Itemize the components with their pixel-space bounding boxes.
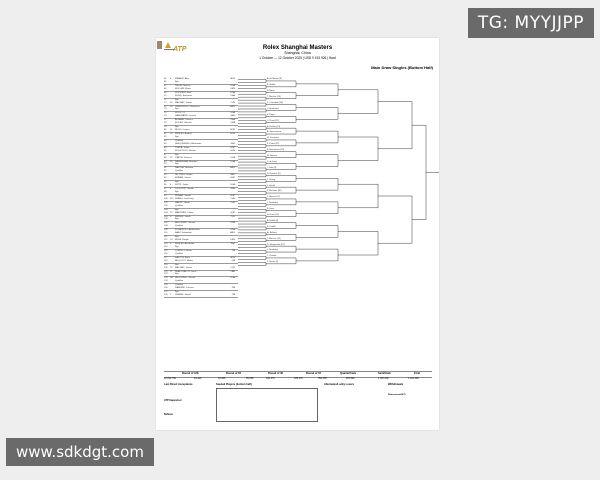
player-name: MUNAR, Jaume [175, 177, 191, 180]
round-header: Round of 64 [226, 372, 241, 375]
player-name: Bye [175, 291, 179, 294]
draw-position: 77 [164, 119, 167, 122]
draw-position: 72 [164, 101, 167, 104]
round2-winner-label: M. Bellucci [267, 231, 278, 234]
player-name: Bye [175, 80, 179, 83]
draw-position: 128 [164, 294, 168, 297]
round2-winner-label: M. Navone [267, 155, 278, 158]
seed: 19 [170, 266, 173, 269]
draw-position: 94 [164, 177, 167, 180]
draw-position: 103 [164, 208, 168, 211]
round2-winner-label: F. Tiafoe [22] [267, 143, 279, 146]
round2-winner-label: C. Ruud [11] [267, 119, 279, 122]
country-code: ARG [230, 105, 235, 108]
prize-money-value: 1 097 000 [378, 377, 389, 380]
draw-position: 105 [164, 215, 168, 218]
player-name: ROYER, Valentin [175, 122, 192, 125]
draw-position: 126 [164, 287, 168, 290]
seed: 11 [170, 129, 173, 132]
prize-money-value: 353 650 [318, 377, 327, 380]
prize-money-value: 31 350 [218, 377, 226, 380]
seed: 8 [170, 78, 172, 80]
seed: 14 [170, 239, 173, 242]
atp-supervisor-label: ATP Supervisor [164, 399, 182, 402]
player-name: KOVACEVIC, Aleksandar [175, 229, 200, 232]
seed: 9 [170, 243, 172, 245]
round2-winner-label: J. Brooksby [267, 202, 278, 205]
player-name: Bye [175, 108, 179, 111]
player-name: HANFMANN, Yannick [175, 115, 197, 118]
draw-position: 90 [164, 163, 167, 166]
player-name: OJEDA, Jaime [175, 146, 190, 149]
draw-section-title: Main Draw Singles (Bottom Half) [371, 65, 433, 70]
draw-position: 122 [164, 273, 168, 276]
country-code: KAZ [230, 142, 235, 145]
draw-position: 124 [164, 280, 168, 283]
country-code: CZE [230, 201, 235, 204]
draw-position: 79 [164, 126, 167, 129]
round2-winner-label: J. Brooksby [267, 249, 278, 252]
player-name: Qualifier [175, 139, 184, 142]
player-name: CERUNDOLO, Francisco [175, 105, 200, 108]
draw-position: 127 [164, 291, 168, 294]
draw-position: 81 [164, 133, 167, 135]
draw-position: 101 [164, 201, 168, 204]
player-name: FUCSOVICS, Marton [175, 149, 196, 152]
draw-sheet-page [156, 38, 439, 430]
seed: 18 [170, 105, 173, 108]
country-code: KAZ [230, 243, 235, 245]
country-code: ARG [230, 232, 235, 235]
draw-position: 100 [164, 197, 168, 200]
draw-position: 110 [164, 232, 168, 235]
player-name: WOLF, J.J. [175, 112, 186, 115]
country-code: USA [230, 160, 235, 163]
round2-winner-label: A. Shevchenko [267, 131, 281, 134]
draw-position: 87 [164, 153, 167, 156]
seed: 26 [170, 101, 173, 104]
player-name: BROOKSBY, Jenson [175, 222, 196, 225]
draw-position: 113 [164, 243, 168, 245]
country-code: ARG [230, 167, 235, 170]
country-code: DEN [230, 239, 235, 242]
tournament-dates: 1 October — 12 October 2025 | USD 9 193 926 | Hard [259, 56, 336, 60]
round2-winner-label: M. Fucsovics [267, 137, 280, 140]
draw-position: 88 [164, 156, 167, 159]
player-name: Bye [175, 208, 179, 211]
round2-winner-label: J. de Jong [267, 160, 277, 163]
draw-position: 123 [164, 277, 168, 280]
draw-position: 66 [164, 80, 167, 83]
draw-position: 76 [164, 115, 167, 118]
draw-position: 67 [164, 84, 167, 87]
country-code: CZE [230, 266, 235, 269]
player-name: MOLLER, Elmer [175, 87, 191, 90]
player-name: DE JONG, Jesper [175, 174, 193, 177]
player-name: DARDERI, Luciano [175, 287, 194, 290]
player-name: ATMANE, Terence [175, 119, 193, 122]
player-name: RUUD, Casper [175, 129, 190, 132]
prize-money-value: 100 275 [266, 377, 275, 380]
prize-money-value: 189 470 [294, 377, 303, 380]
country-code: CAN [230, 270, 235, 273]
round2-winner-label: T. Fritz [4] [267, 166, 277, 169]
prize-money-value: 1 124 380 [408, 377, 419, 380]
round2-winner-label: A. Rublev [13] [267, 125, 281, 128]
player-name: TIAFOE, Frances [175, 156, 193, 159]
draw-position: 99 [164, 194, 167, 197]
tournament-title: Rolex Shanghai Masters [262, 45, 333, 51]
player-name: MACHAC, Tomas [175, 101, 193, 104]
draw-position: 106 [164, 218, 168, 221]
seed: 32 [170, 211, 173, 214]
draw-position: 71 [164, 98, 167, 101]
seed: 4 [170, 184, 172, 187]
draw-position: 95 [164, 181, 167, 184]
country-code: AUS [230, 78, 235, 80]
draw-position: 89 [164, 160, 167, 163]
draw-position: 96 [164, 184, 167, 187]
draw-position: 111 [164, 236, 168, 239]
player-name: Qualifier [175, 280, 184, 283]
country-code: ITA [231, 259, 235, 262]
country-code: ESP [230, 177, 235, 180]
last-direct-acceptance-label: Last Direct Acceptance [164, 383, 193, 386]
round-header: Semifinals [378, 372, 391, 375]
player-name: HAVLIK, Jakub [175, 201, 190, 204]
round2-winner-label: P. Martinez [32] [267, 190, 282, 193]
country-code: USA [230, 84, 235, 87]
draw-position: 112 [164, 239, 168, 242]
country-code: CZE [230, 101, 235, 104]
round2-winner-label: J. Shang [267, 178, 276, 181]
country-code: DEN [230, 87, 235, 90]
player-name: BAEZ, Sebastian [175, 232, 192, 235]
player-name: Bye [175, 236, 179, 239]
round-header: Round of 16 [306, 372, 321, 375]
player-name: DJOKOVIC, Novak [175, 188, 194, 190]
player-name: MARTINEZ, Pedro [175, 211, 194, 214]
draw-position: 80 [164, 129, 167, 132]
draw-position: 125 [164, 284, 168, 287]
player-name: Bye [175, 245, 179, 248]
withdrawals-label: Withdrawals [388, 383, 404, 386]
round2-winner-label: J. Mensik [17] [267, 196, 280, 199]
draw-position: 121 [164, 270, 168, 273]
seed: 2 [170, 294, 172, 297]
player-name: Bye [175, 163, 179, 166]
round2-winner-label: B. Bonzi [267, 90, 275, 93]
alternates-label: Alternates/Lucky Losers [324, 383, 355, 386]
draw-position: 104 [164, 211, 168, 214]
player-name: SHANG, Juncheng [175, 197, 194, 200]
round2-winner-label: N. Djokovic [6] [267, 172, 281, 175]
round2-winner-label: T. Machac [26] [267, 96, 281, 99]
watermark-top: TG: MYYJJPP [468, 8, 594, 38]
player-name: MUNAR, Jaume [175, 194, 191, 197]
player-name: SPIZZIRRI, Eliot [175, 91, 192, 94]
country-code: USA [230, 184, 235, 187]
draw-position: 70 [164, 94, 167, 97]
draw-position: 85 [164, 146, 167, 149]
country-code: FRA [230, 119, 235, 122]
round2-winner-label: L. Darderi [267, 255, 277, 258]
draw-position: 75 [164, 112, 167, 115]
prize-money-value: 53 230 [246, 377, 254, 380]
seed: 27 [170, 270, 173, 273]
country-code: ESP [230, 146, 235, 149]
player-name: Bye [175, 126, 179, 129]
player-name: Qualifier [175, 204, 184, 207]
draw-position: 91 [164, 167, 167, 170]
country-code: ESP [230, 211, 235, 214]
player-name: Bye [175, 98, 179, 101]
country-code: FRA [230, 122, 235, 125]
player-name: Bye [175, 135, 179, 138]
seed: 6 [170, 188, 172, 190]
country-code: AUS [230, 256, 235, 259]
player-name: BROOKSBY, Jenson [175, 277, 196, 280]
country-code: ITA [231, 287, 235, 290]
draw-position: 68 [164, 87, 167, 90]
player-name: Bye [175, 263, 179, 266]
draw-position: 109 [164, 229, 168, 232]
seed: 17 [170, 215, 173, 218]
round2-winner-label: H. Rune [14] [267, 214, 279, 217]
round2-winner-label: B. Nakashima [28] [267, 149, 284, 152]
round2-winner-label: F. Cerundolo [18] [267, 101, 283, 104]
country-code: NOR [230, 129, 235, 132]
player-name: Qualifier [175, 225, 184, 228]
draw-position: 69 [164, 91, 167, 94]
player-name: GIRON, Marcos [175, 84, 191, 87]
player-name: RUBLEV, Andrey [175, 133, 192, 135]
player-name: NAVONE, Mariano [175, 167, 194, 170]
country-code: NED [230, 174, 235, 177]
round2-winner-label: D. Shapovalov [27] [267, 243, 285, 246]
country-code: GER [230, 115, 235, 118]
country-code: CZE [230, 215, 235, 218]
player-name: BELLUCCI, Mattia [175, 259, 193, 262]
country-code: CHN [230, 197, 235, 200]
round2-winner-label: J. Sinner [2] [267, 261, 279, 264]
round2-winner-label: A. Bublik [9] [267, 219, 279, 222]
country-code: USA [230, 91, 235, 94]
draw-position: 119 [164, 263, 168, 266]
player-name: DALTON, Brian [175, 256, 190, 259]
seed: 28 [170, 160, 173, 163]
referee-label: Referee [164, 413, 173, 416]
country-code: USA [230, 112, 235, 115]
draw-position: 86 [164, 149, 167, 152]
draw-position: 107 [164, 222, 168, 225]
draw-position: 74 [164, 108, 167, 111]
seeded-players-table [216, 388, 318, 422]
draw-position: 84 [164, 142, 167, 145]
draw-position: 117 [164, 256, 168, 259]
player-name: Bye [175, 181, 179, 184]
player-name: RUNE, Holger [175, 239, 189, 242]
country-code: FRA [230, 94, 235, 97]
round2-winner-label: T. Machac [19] [267, 237, 281, 240]
draw-position: 108 [164, 225, 168, 228]
retirements-label: Retirements/W.O. [388, 394, 407, 396]
round2-winner-label: V. Royer [267, 113, 275, 116]
country-code: HUN [230, 149, 235, 152]
seed: WC [170, 197, 174, 200]
country-code: USA [230, 229, 235, 232]
prize-money-value: 19 140 [194, 377, 202, 380]
country-code: ITA [231, 294, 235, 297]
seeded-players-label: Seeded Players (bottom half) [216, 383, 252, 386]
player-name: Bye [175, 190, 179, 193]
round-header: Final [414, 372, 421, 375]
player-name: Qualifier [175, 170, 184, 173]
player-name: SINNER, Jannik [175, 294, 191, 297]
round-header: Quarterfinals [340, 372, 357, 375]
player-name: NAKASHIMA, Brandon [175, 160, 198, 163]
draw-position: 93 [164, 174, 167, 177]
watermark-bottom: www.sdkdgt.com [6, 438, 154, 466]
draw-position: 83 [164, 139, 167, 142]
player-name: Qualifier [175, 284, 184, 287]
player-name: MACHAC, Tomas [175, 266, 193, 269]
draw-position: 97 [164, 188, 167, 190]
draw-position: 118 [164, 259, 168, 262]
player-name: MINAUR, Alex [175, 78, 189, 80]
player-name: Bye [175, 153, 179, 156]
round-header: Round of 32 [268, 372, 283, 375]
prize-money-value: 657 820 [346, 377, 355, 380]
player-name: SHAPOVALOV, Denis [175, 270, 197, 273]
player-name: RUBLEV, Alexander [175, 243, 195, 245]
round2-winner-label: A. de Minaur [8] [267, 78, 282, 81]
prize-money-value: 18 210 750 [164, 377, 176, 380]
round2-winner-label: Y. Hanfmann [267, 107, 279, 110]
round2-winner-label: E. Moller [267, 84, 276, 87]
round2-winner-label: F. Cobolli [267, 225, 276, 228]
player-name: FRITZ, Taylor [175, 184, 189, 187]
country-code: USA [230, 156, 235, 159]
draw-position: 73 [164, 105, 167, 108]
player-name: Bye [175, 273, 179, 276]
player-name: SHEVCHENKO, Alexander [175, 142, 202, 145]
draw-position: 102 [164, 204, 168, 207]
player-name: Qualifier [175, 252, 184, 255]
country-code: USA [230, 277, 235, 280]
atp-logo: ATP [173, 46, 187, 53]
country-code: USA [230, 222, 235, 225]
seed: 22 [170, 156, 173, 159]
player-name: MENSIK, Jakub [175, 215, 191, 218]
player-name: BONZI, Benjamin [175, 94, 193, 97]
country-code: RUS [230, 133, 235, 135]
draw-position: 114 [164, 245, 168, 248]
draw-position: 92 [164, 170, 167, 173]
draw-position: 120 [164, 266, 168, 269]
round-header: Round of 128 [182, 372, 199, 375]
round2-winner-label: S. Baez [267, 208, 275, 211]
round2-winner-label: J. Havlik [267, 184, 275, 187]
draw-position: 116 [164, 252, 168, 255]
draw-position: 115 [164, 249, 168, 252]
tournament-location: Shanghai, China [284, 51, 311, 55]
draw-position: 78 [164, 122, 167, 125]
player-name: Bye [175, 218, 179, 221]
country-code: ITA [231, 249, 235, 252]
country-code: ESP [230, 194, 235, 197]
country-code: SRB [230, 188, 235, 190]
draw-position: 65 [164, 78, 167, 80]
draw-position: 98 [164, 190, 167, 193]
draw-position: 82 [164, 135, 167, 138]
player-name: COBOLLI, Flavio [175, 249, 192, 252]
seed: 13 [170, 133, 173, 135]
seed: PR [170, 277, 174, 280]
